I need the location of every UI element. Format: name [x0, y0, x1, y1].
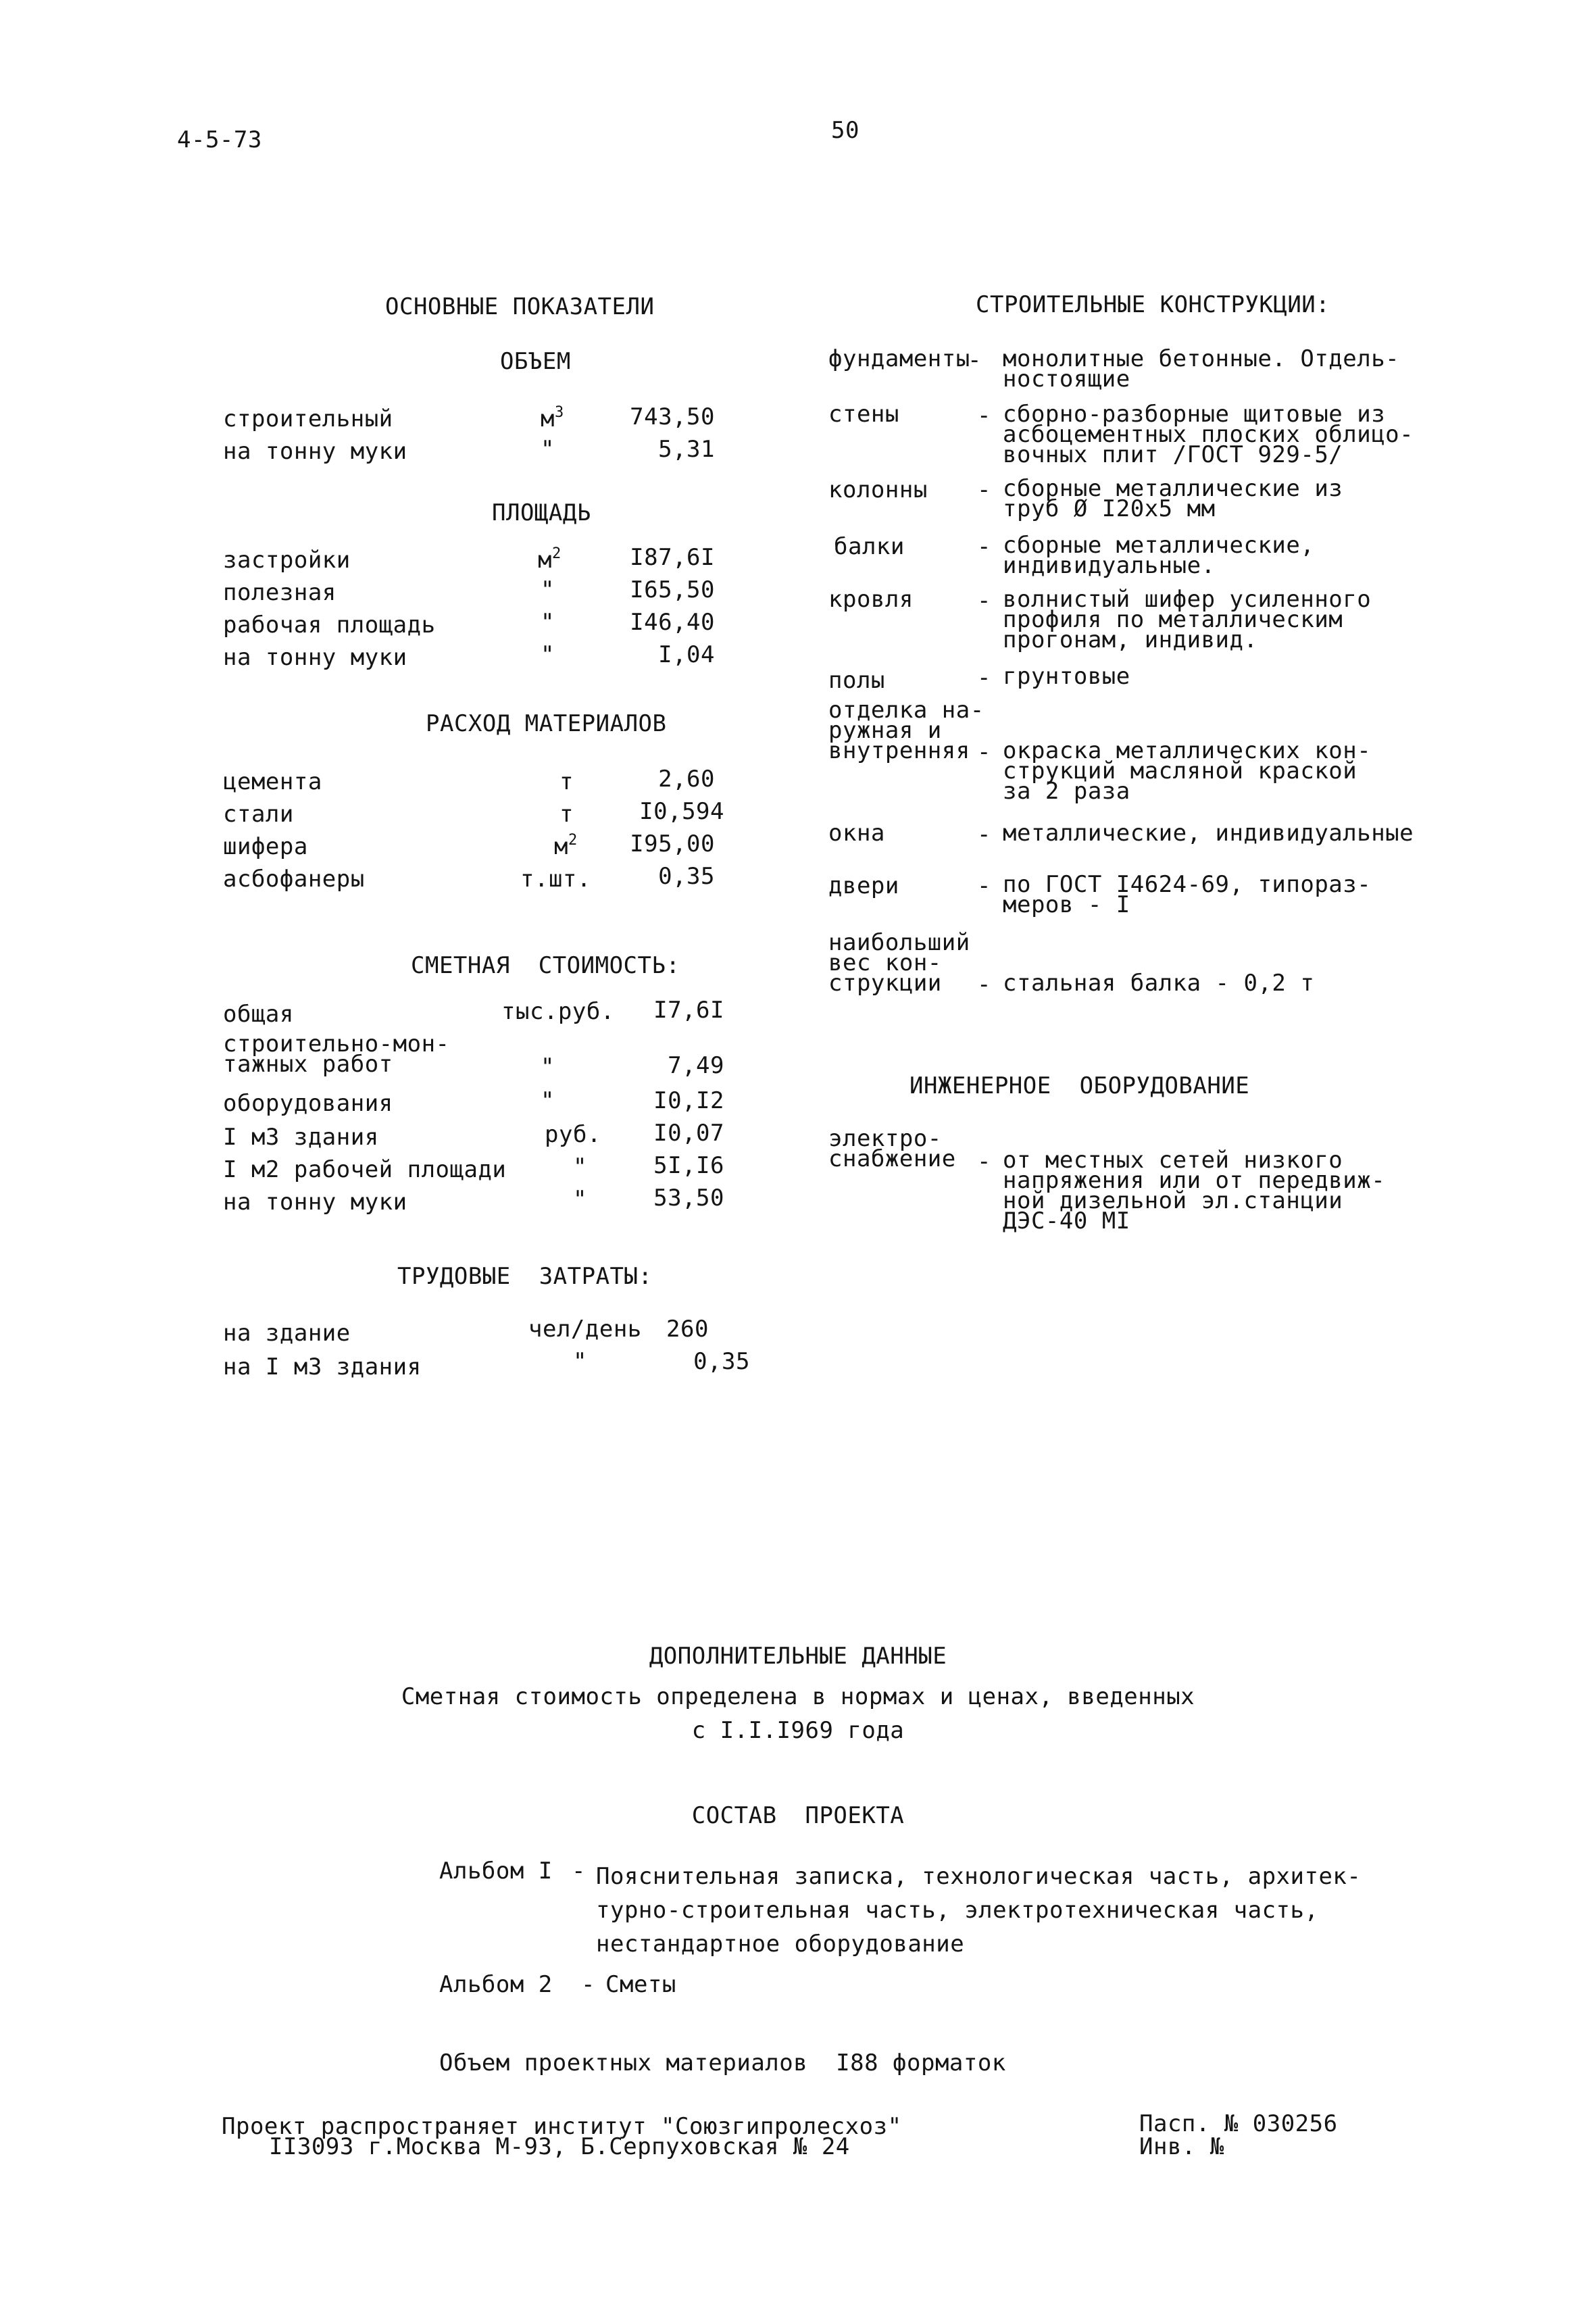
row-label: на тонну муки [223, 438, 407, 465]
row-unit: " [541, 1087, 555, 1114]
row-label: I м2 рабочей площади [223, 1156, 507, 1183]
row-unit: $м^3$ [541, 404, 564, 432]
row-value: I87,6I [630, 544, 715, 571]
distributor-address: II3093 г.Москва М-93, Б.Серпуховская № 24 [269, 2133, 850, 2160]
passport-number: Пасп. № 030256 [1139, 2110, 1338, 2137]
item-dash: - [977, 971, 991, 998]
row-value: 5I,I6 [653, 1152, 724, 1179]
item-dash: - [977, 587, 991, 614]
item-text: монолитные бетонные. Отдель- ностоящие [1003, 345, 1400, 393]
row-label: асбофанеры [223, 866, 365, 893]
item-label: электро- снабжение [828, 1125, 956, 1172]
row-unit: тыс.руб. [501, 998, 615, 1025]
item-dash: - [977, 664, 991, 691]
row-label: цемента [223, 768, 322, 795]
row-value: 260 [666, 1316, 709, 1343]
row-value: 743,50 [630, 403, 715, 430]
row-value: I7,6I [653, 997, 724, 1024]
row-value: 5,31 [658, 436, 715, 463]
row-label: строительно-мон- тажных работ [223, 1030, 450, 1078]
project-volume-text: Объем проектных материалов I88 форматок [439, 2049, 1006, 2076]
row-label: на тонну муки [223, 1189, 407, 1216]
album-dash: - [581, 1971, 595, 1998]
row-value: I95,00 [630, 830, 715, 857]
composition-title: СОСТАВ ПРОЕКТА [691, 1802, 905, 1829]
row-value: I,04 [658, 641, 715, 668]
item-text: сборные металлические из труб Ø I20x5 мм [1003, 475, 1343, 522]
row-unit: " [541, 641, 555, 668]
item-text: металлические, индивидуальные [1003, 820, 1414, 847]
row-label: полезная [223, 579, 336, 606]
item-text: сборно-разборные щитовые из асбоцементных плоских облицо- вочных плит /ГОСТ 929-5/ [1003, 401, 1414, 468]
row-label: стали [223, 801, 294, 828]
item-label: отделка на- ружная и внутренняя [828, 697, 984, 764]
row-value: I65,50 [630, 576, 715, 603]
item-label: колонны [828, 476, 928, 503]
additional-data-title: ДОПОЛНИТЕЛЬНЫЕ ДАННЫЕ [649, 1643, 947, 1670]
row-unit: " [573, 1153, 587, 1180]
item-dash: - [977, 739, 991, 766]
row-unit: " [573, 1348, 587, 1375]
item-label: двери [828, 872, 899, 899]
item-label: окна [828, 820, 885, 847]
additional-data-text-2: с I.I.I969 года [691, 1717, 905, 1744]
labor-title: ТРУДОВЫЕ ЗАТРАТЫ: [397, 1263, 653, 1290]
row-unit: т [559, 768, 574, 795]
row-unit: чел/день [528, 1316, 642, 1343]
row-unit: $м^2$ [538, 545, 562, 574]
row-label: на здание [223, 1320, 351, 1347]
row-unit: " [541, 576, 555, 603]
item-text: сборные металлические, индивидуальные. [1003, 532, 1315, 579]
row-unit: руб. [545, 1121, 601, 1148]
item-text: по ГОСТ I4624-69, типораз- меров - I [1003, 871, 1372, 918]
item-label: стены [828, 401, 899, 428]
main-indicators-title: ОСНОВНЫЕ ПОКАЗАТЕЛИ [385, 293, 655, 320]
constructions-title: СТРОИТЕЛЬНЫЕ КОНСТРУКЦИИ: [976, 291, 1330, 318]
album-label: Альбом 2 [439, 1971, 553, 1998]
page-number: 50 [831, 117, 859, 144]
row-value: 2,60 [658, 766, 715, 793]
item-text: стальная балка - 0,2 т [1003, 970, 1315, 997]
item-label: наибольший вес кон- струкции [828, 929, 970, 997]
row-label: на тонну муки [223, 644, 407, 671]
row-unit: т.шт. [520, 866, 591, 893]
item-dash: - [977, 821, 991, 848]
item-label: фундаменты [828, 345, 970, 372]
row-unit: т [559, 801, 574, 828]
item-label: полы [828, 667, 885, 694]
cost-title: СМЕТНАЯ СТОИМОСТЬ: [411, 952, 680, 979]
row-label: строительный [223, 405, 393, 432]
item-text: волнистый шифер усиленного профиля по металлическим прогонам, индивид. [1003, 586, 1372, 653]
row-value: 53,50 [653, 1185, 724, 1212]
volume-title: ОБЪЕМ [500, 348, 571, 375]
item-text: окраска металлических кон- струкций масляной краской за 2 раза [1003, 737, 1372, 805]
item-dash: - [977, 1148, 991, 1175]
row-value: 0,35 [693, 1348, 750, 1375]
item-label: балки [834, 533, 905, 560]
item-text: грунтовые [1003, 663, 1130, 690]
item-dash: - [977, 872, 991, 899]
album-dash: - [572, 1858, 586, 1885]
item-label: кровля [828, 586, 914, 613]
row-value: I0,07 [653, 1120, 724, 1147]
row-value: I0,I2 [653, 1087, 724, 1114]
engineering-title: ИНЖЕНЕРНОЕ ОБОРУДОВАНИЕ [909, 1072, 1250, 1099]
inventory-number: Инв. № [1139, 2133, 1224, 2160]
distributor-line: Проект распространяет институт "Союзгипролесхоз" [222, 2113, 902, 2140]
row-unit: $м^2$ [554, 832, 578, 860]
row-value: 0,35 [658, 863, 715, 890]
row-label: I м3 здания [223, 1124, 379, 1151]
item-dash: - [977, 402, 991, 429]
row-unit: " [541, 609, 555, 636]
row-label: общая [223, 1001, 294, 1028]
document-code: 4-5-73 [177, 126, 262, 153]
row-unit: " [541, 1053, 555, 1080]
area-title: ПЛОЩАДЬ [492, 499, 591, 526]
row-unit: " [573, 1186, 587, 1213]
row-value: 7,49 [668, 1052, 724, 1079]
item-dash: - [968, 347, 982, 374]
row-value: I46,40 [630, 609, 715, 636]
row-label: оборудования [223, 1090, 393, 1117]
album-label: Альбом I [439, 1858, 553, 1885]
row-label: рабочая площадь [223, 612, 436, 639]
row-label: шифера [223, 833, 308, 860]
materials-title: РАСХОД МАТЕРИАЛОВ [426, 710, 667, 737]
row-unit: " [541, 436, 555, 463]
additional-data-text-1: Сметная стоимость определена в нормах и ценах, введенных [401, 1683, 1195, 1710]
item-text: от местных сетей низкого напряжения или от передвиж- ной дизельной эл.станции ДЭС-40 МI [1003, 1147, 1386, 1235]
row-label: застройки [223, 547, 351, 574]
album-text: Пояснительная записка, технологическая часть, архитек- турно-строительная часть, электротехническая часть, нестандартное оборудование [596, 1863, 1362, 1958]
row-value: I0,594 [639, 798, 724, 825]
item-dash: - [977, 533, 991, 560]
album-text: Сметы [605, 1971, 676, 1998]
item-dash: - [977, 476, 991, 503]
row-label: на I м3 здания [223, 1353, 422, 1380]
